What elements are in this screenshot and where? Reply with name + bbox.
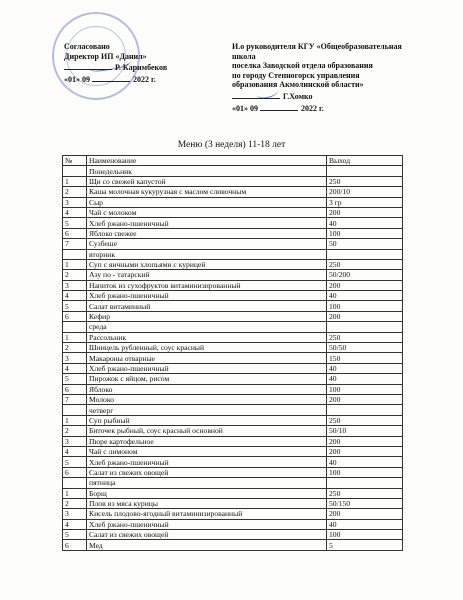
day-number-cell	[63, 322, 87, 332]
table-row	[63, 519, 403, 529]
item-output: 40	[327, 218, 403, 228]
item-name: Суп с яичными хлопьями с курицей	[87, 259, 327, 269]
table-row	[63, 353, 403, 363]
day-output-cell	[327, 249, 403, 259]
table-row	[63, 259, 403, 269]
table-row	[63, 332, 403, 342]
item-name: Молоко	[87, 394, 327, 404]
item-number: 5	[63, 301, 87, 311]
table-row	[63, 228, 403, 238]
item-name: Хлеб ржано-пшеничный	[87, 457, 327, 467]
item-name: Салат витаминный	[87, 301, 327, 311]
item-output: 200	[327, 436, 403, 446]
header-output: Выход	[327, 156, 403, 166]
day-row	[63, 478, 403, 488]
day-number-cell	[63, 249, 87, 259]
item-output: 200	[327, 394, 403, 404]
table-row	[63, 311, 403, 321]
item-number: 6	[63, 384, 87, 394]
day-name: пятница	[87, 478, 327, 488]
item-name: Борщ	[87, 488, 327, 498]
item-output: 100	[327, 530, 403, 540]
approval-right-line4: по городу Степногорск управления	[232, 70, 360, 80]
menu-table	[62, 155, 403, 551]
item-number: 5	[63, 457, 87, 467]
table-row	[63, 467, 403, 477]
item-name: Сыр	[87, 197, 327, 207]
item-name: Сузбеше	[87, 239, 327, 249]
item-output: 100	[327, 301, 403, 311]
day-name: четверг	[87, 405, 327, 415]
item-output: 40	[327, 374, 403, 384]
day-number-cell	[63, 478, 87, 488]
table-row	[63, 498, 403, 508]
table-row	[63, 187, 403, 197]
item-number: 3	[63, 353, 87, 363]
approval-left-date: «01» 09 2022 г.	[64, 74, 156, 84]
item-name: Салат из свежих овощей	[87, 530, 327, 540]
item-number: 5	[63, 218, 87, 228]
item-name: Пюре картофельное	[87, 436, 327, 446]
item-output: 100	[327, 384, 403, 394]
approval-right-signer	[232, 90, 442, 102]
item-output: 3 гр	[327, 197, 403, 207]
approval-left-position: Директор ИП «Данил»	[64, 51, 147, 61]
day-name: Понедельник	[87, 166, 327, 176]
item-name: Щи со свежей капустой	[87, 176, 327, 186]
approval-left-name: Р. Каримбеков	[115, 63, 168, 73]
item-number: 3	[63, 197, 87, 207]
item-name: Хлеб ржано-пшеничный	[87, 218, 327, 228]
item-name: Напиток из сухофруктов витаминизированный	[87, 280, 327, 290]
item-output: 5	[327, 540, 403, 550]
table-row	[63, 436, 403, 446]
table-row	[63, 207, 403, 217]
item-output: 250	[327, 259, 403, 269]
item-name: Салат из свежих овощей	[87, 467, 327, 477]
item-number: 1	[63, 176, 87, 186]
item-number: 5	[63, 530, 87, 540]
table-row	[63, 384, 403, 394]
item-output: 100	[327, 467, 403, 477]
item-output: 150	[327, 353, 403, 363]
table-row	[63, 394, 403, 404]
day-row	[63, 166, 403, 176]
item-output: 200	[327, 207, 403, 217]
table-row	[63, 280, 403, 290]
day-output-cell	[327, 405, 403, 415]
approval-left-block	[64, 42, 214, 84]
item-number: 2	[63, 498, 87, 508]
item-output: 40	[327, 519, 403, 529]
item-number: 4	[63, 291, 87, 301]
item-number: 4	[63, 519, 87, 529]
item-number: 4	[63, 363, 87, 373]
item-name: Суп рыбный	[87, 415, 327, 425]
item-output: 200	[327, 509, 403, 519]
table-row	[63, 176, 403, 186]
item-output: 200	[327, 311, 403, 321]
item-number: 3	[63, 280, 87, 290]
item-name: Азу по - татарский	[87, 270, 327, 280]
item-name: Шницель рубленный, соус красный	[87, 343, 327, 353]
day-name: среда	[87, 322, 327, 332]
table-header-row	[63, 156, 403, 166]
approval-right-date: «01» 09 2022 г.	[232, 103, 324, 113]
day-number-cell	[63, 166, 87, 176]
document-title: Меню (3 неделя) 11-18 лет	[177, 140, 286, 150]
approval-left-title: Согласовано	[64, 42, 110, 51]
table-row	[63, 374, 403, 384]
table-row	[63, 509, 403, 519]
table-row	[63, 343, 403, 353]
item-output: 250	[327, 176, 403, 186]
table-row	[63, 488, 403, 498]
item-number: 3	[63, 509, 87, 519]
item-name: Хлеб ржано-пшеничный	[87, 363, 327, 373]
day-number-cell	[63, 405, 87, 415]
item-output: 40	[327, 363, 403, 373]
day-name: вторник	[87, 249, 327, 259]
item-number: 7	[63, 394, 87, 404]
item-name: Каша молочная кукурузная с маслом сливочным	[87, 187, 327, 197]
item-number: 2	[63, 426, 87, 436]
table-row	[63, 301, 403, 311]
item-number: 7	[63, 239, 87, 249]
item-output: 250	[327, 415, 403, 425]
item-number: 2	[63, 270, 87, 280]
approval-left-signer	[64, 61, 214, 73]
item-name: Хлеб ржано-пшеничный	[87, 519, 327, 529]
item-output: 200	[327, 280, 403, 290]
item-number: 1	[63, 259, 87, 269]
item-output: 50/10	[327, 426, 403, 436]
item-name: Рассольник	[87, 332, 327, 342]
item-number: 4	[63, 446, 87, 456]
item-output: 40	[327, 457, 403, 467]
table-row	[63, 363, 403, 373]
day-output-cell	[327, 478, 403, 488]
item-output: 250	[327, 488, 403, 498]
day-row	[63, 249, 403, 259]
item-number: 6	[63, 467, 87, 477]
table-row	[63, 530, 403, 540]
item-number: 2	[63, 343, 87, 353]
header-name: Наименование	[87, 156, 327, 166]
approval-right-name: Г.Хомко	[283, 91, 313, 101]
item-name: Хлеб ржано-пшеничный	[87, 291, 327, 301]
table-row	[63, 197, 403, 207]
item-output: 50/50	[327, 343, 403, 353]
table-row	[63, 415, 403, 425]
item-number: 5	[63, 374, 87, 384]
item-name: Пирожок с яйцом, рисом	[87, 374, 327, 384]
item-number: 6	[63, 228, 87, 238]
item-number: 6	[63, 311, 87, 321]
item-name: Чай с молоком	[87, 207, 327, 217]
item-name: Яблоко	[87, 384, 327, 394]
item-output: 40	[327, 291, 403, 301]
table-row	[63, 540, 403, 550]
item-output: 200/10	[327, 187, 403, 197]
item-name: Кисель плодово-ягодный витаминизированный	[87, 509, 327, 519]
day-row	[63, 322, 403, 332]
item-number: 1	[63, 488, 87, 498]
approval-right-line3: поселка Заводской отдела образования	[232, 61, 373, 71]
table-row	[63, 446, 403, 456]
item-output: 100	[327, 228, 403, 238]
item-number: 1	[63, 415, 87, 425]
item-name: Кефир	[87, 311, 327, 321]
approval-right-block	[232, 42, 442, 113]
header-number: №	[63, 156, 87, 166]
day-output-cell	[327, 166, 403, 176]
table-row	[63, 239, 403, 249]
item-number: 1	[63, 332, 87, 342]
item-name: Чай с лимоном	[87, 446, 327, 456]
approval-right-line1: И.о руководителя КГУ «Общеобразовательная	[232, 42, 402, 51]
item-number: 4	[63, 207, 87, 217]
table-row	[63, 457, 403, 467]
table-row	[63, 270, 403, 280]
table-row	[63, 426, 403, 436]
item-name: Макароны отварные	[87, 353, 327, 363]
item-name: Мед	[87, 540, 327, 550]
item-name: Яблоко свежее	[87, 228, 327, 238]
item-name: Биточек рыбный, соус красный основной	[87, 426, 327, 436]
item-number: 3	[63, 436, 87, 446]
approval-right-line5: образования Акмолинской области»	[232, 80, 364, 90]
item-name: Плов из мяса курицы	[87, 498, 327, 508]
approval-right-line2: школа	[232, 51, 256, 61]
item-output: 250	[327, 332, 403, 342]
item-number: 2	[63, 187, 87, 197]
table-row	[63, 218, 403, 228]
table-row	[63, 291, 403, 301]
day-output-cell	[327, 322, 403, 332]
item-number: 6	[63, 540, 87, 550]
item-output: 50	[327, 239, 403, 249]
approval-header	[0, 0, 463, 130]
day-row	[63, 405, 403, 415]
item-output: 50/200	[327, 270, 403, 280]
item-output: 50/150	[327, 498, 403, 508]
item-output: 200	[327, 446, 403, 456]
